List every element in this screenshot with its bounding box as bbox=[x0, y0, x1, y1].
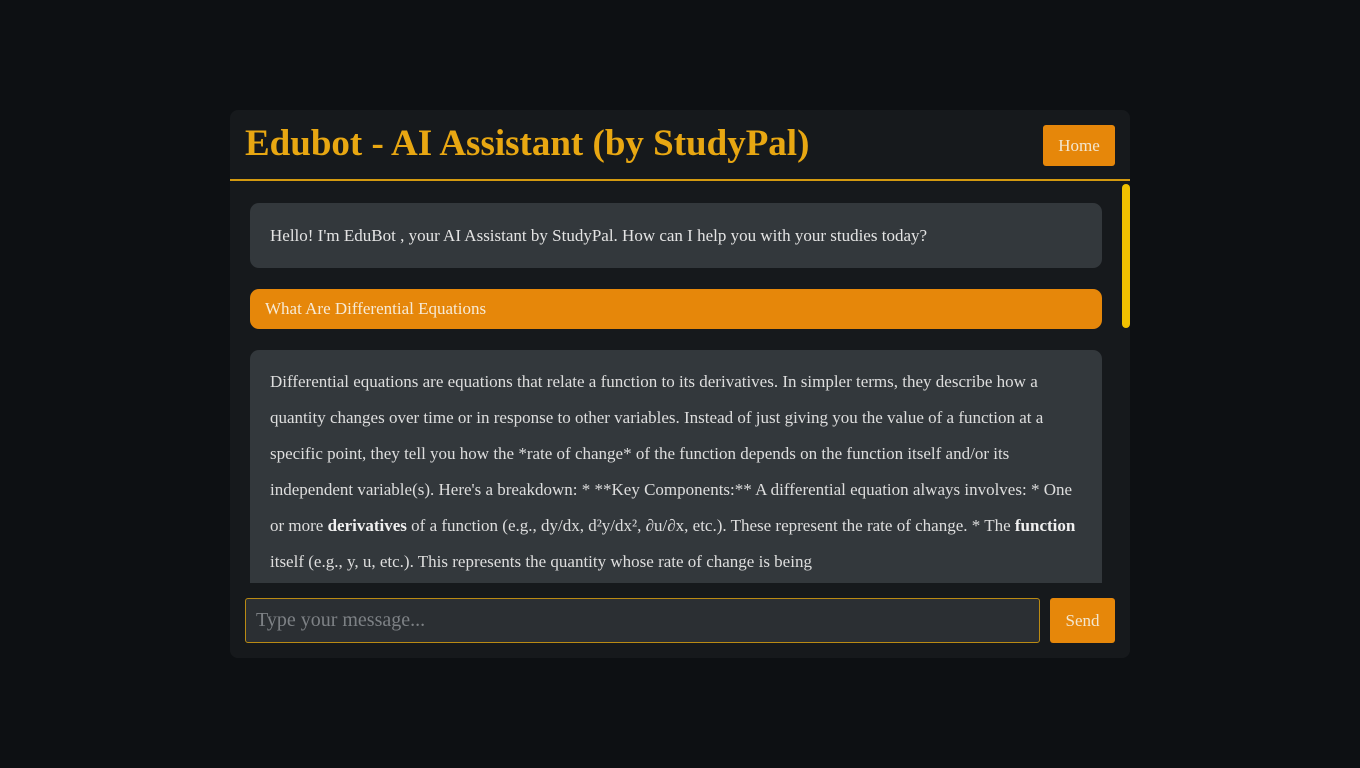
message-list[interactable] bbox=[230, 181, 1130, 583]
bold-term: function bbox=[1014, 516, 1076, 535]
send-button[interactable]: Send bbox=[1050, 598, 1115, 643]
bot-message bbox=[250, 203, 1102, 268]
bot-message-text: Hello! I'm EduBot , your AI Assistant by StudyPal. How can I help you with your studies today? bbox=[270, 226, 928, 245]
chat-window bbox=[230, 110, 1130, 658]
bot-message-text: of a function (e.g., dy/dx, d²y/dx², ∂u/∂x, etc.). These represent the rate of change. * The bbox=[406, 516, 1015, 535]
bot-message-text: Differential equations are equations that relate a function to its derivatives. In simpler terms, they describe how a quantity changes over time or in response to other variables. Instead of just giving you the value of a function at a specific point, they tell you how the *rate of change* of the function depends on the function itself and/or its independent variable(s). Here's a breakdown: * **Key Components:** A differential equation always involves: * One or more bbox=[270, 372, 1073, 535]
user-message bbox=[250, 289, 1102, 329]
bot-message-text: itself (e.g., y, u, etc.). This represents the quantity whose rate of change is being bbox=[270, 552, 812, 571]
bold-term: derivatives bbox=[327, 516, 407, 535]
home-button[interactable]: Home bbox=[1043, 125, 1115, 166]
scrollbar-thumb[interactable] bbox=[1122, 184, 1130, 328]
message-input[interactable] bbox=[245, 598, 1040, 643]
page-title: Edubot - AI Assistant (by StudyPal) bbox=[245, 123, 810, 164]
composer bbox=[230, 583, 1130, 658]
chat-header bbox=[230, 110, 1130, 181]
user-message-text: What Are Differential Equations bbox=[265, 299, 487, 318]
bot-message bbox=[250, 350, 1102, 583]
